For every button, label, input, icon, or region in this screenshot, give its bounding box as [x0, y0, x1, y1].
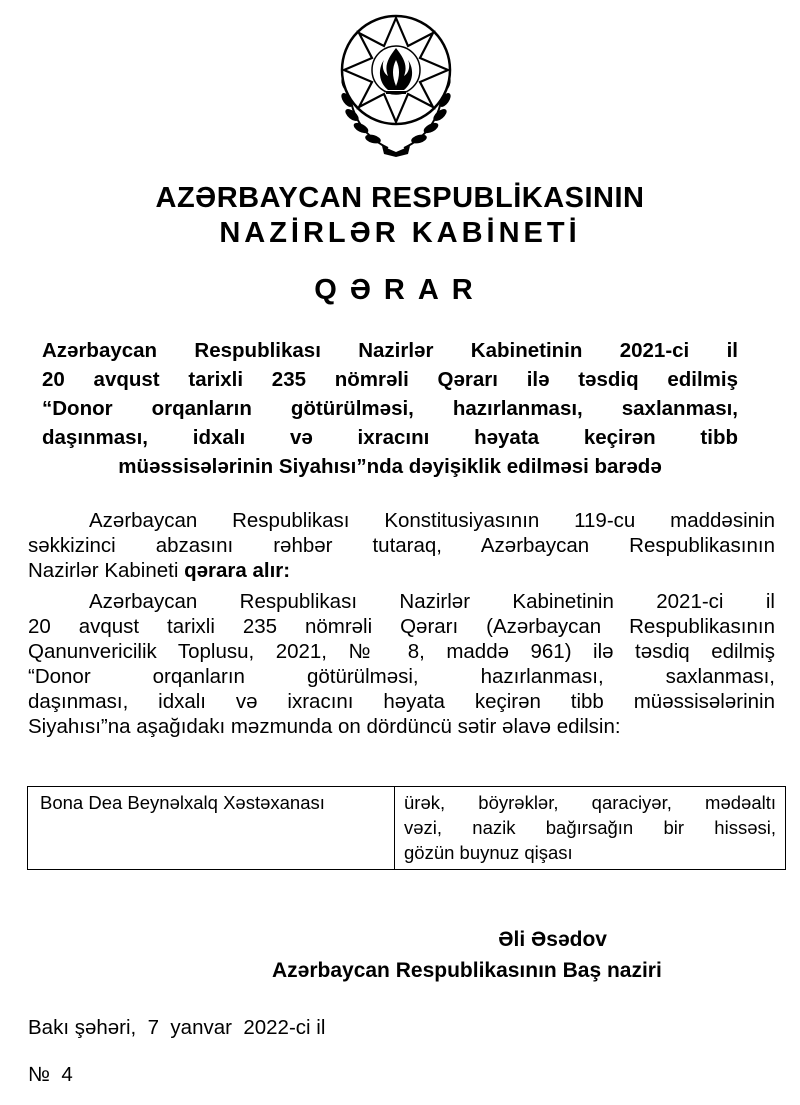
issuer-title-line1: AZƏRBAYCAN RESPUBLİKASININ — [155, 182, 645, 214]
body-line: Qanunvericilik Toplusu, 2021, № 8, maddə 961) ilə təsdiq edilmiş — [28, 640, 775, 663]
place-and-date: Bakı şəhəri, 7 yanvar 2022-ci il — [28, 1016, 326, 1039]
body-line: Azərbaycan Respublikası Konstitusiyasının 119-cu maddəsinin — [89, 509, 775, 532]
table-row — [28, 787, 786, 870]
subject-line: “Donor orqanların götürülməsi, hazırlanması, saxlanması, — [42, 397, 738, 420]
document-type: QƏRAR — [314, 274, 486, 306]
amendment-table — [27, 786, 786, 870]
document-subject — [42, 336, 738, 481]
organs-line: vəzi, nazik bağırsağın bir hissəsi, — [404, 817, 776, 838]
body-line: 20 avqust tarixli 235 nömrəli Qərarı (Azərbaycan Respublikasının — [28, 615, 775, 638]
amendment-paragraph — [28, 589, 775, 739]
document-number: № 4 — [28, 1063, 73, 1086]
signer-title: Azərbaycan Respublikasının Baş naziri — [272, 959, 662, 982]
institution-cell: Bona Dea Beynəlxalq Xəstəxanası — [28, 787, 395, 870]
body-line: Azərbaycan Respublikası Nazirlər Kabinetinin 2021-ci il — [89, 590, 775, 613]
state-emblem-icon — [322, 2, 470, 158]
organs-line: ürək, böyrəklər, qaraciyər, mədəaltı — [404, 792, 776, 813]
preamble-paragraph — [28, 508, 775, 583]
subject-line: müəssisələrinin Siyahısı”nda dəyişiklik edilməsi barədə — [118, 455, 662, 478]
body-line: Siyahısı”na aşağıdakı məzmunda on dördüncü sətir əlavə edilsin: — [28, 715, 621, 738]
issuer-title-line2: NAZİRLƏR KABİNETİ — [219, 217, 581, 249]
organs-line: gözün buynuz qişası — [404, 842, 573, 863]
body-line — [28, 558, 775, 583]
organs-cell — [395, 787, 786, 870]
decision-phrase: qərara alır: — [184, 559, 291, 582]
subject-line: daşınması, idxalı və ixracını həyata keçirən tibb — [42, 426, 738, 449]
subject-line: 20 avqust tarixli 235 nömrəli Qərarı ilə təsdiq edilmiş — [42, 368, 738, 391]
body-line: “Donor orqanların götürülməsi, hazırlanması, saxlanması, — [28, 665, 775, 688]
body-line: səkkizinci abzasını rəhbər tutaraq, Azərbaycan Respublikasının — [28, 534, 775, 557]
signer-name: Əli Əsədov — [498, 928, 607, 951]
subject-line: Azərbaycan Respublikası Nazirlər Kabinetinin 2021-ci il — [42, 339, 738, 362]
body-text: Nazirlər Kabineti — [28, 559, 185, 582]
body-line: daşınması, idxalı və ixracını həyata keçirən tibb müəssisələrinin — [28, 690, 775, 713]
